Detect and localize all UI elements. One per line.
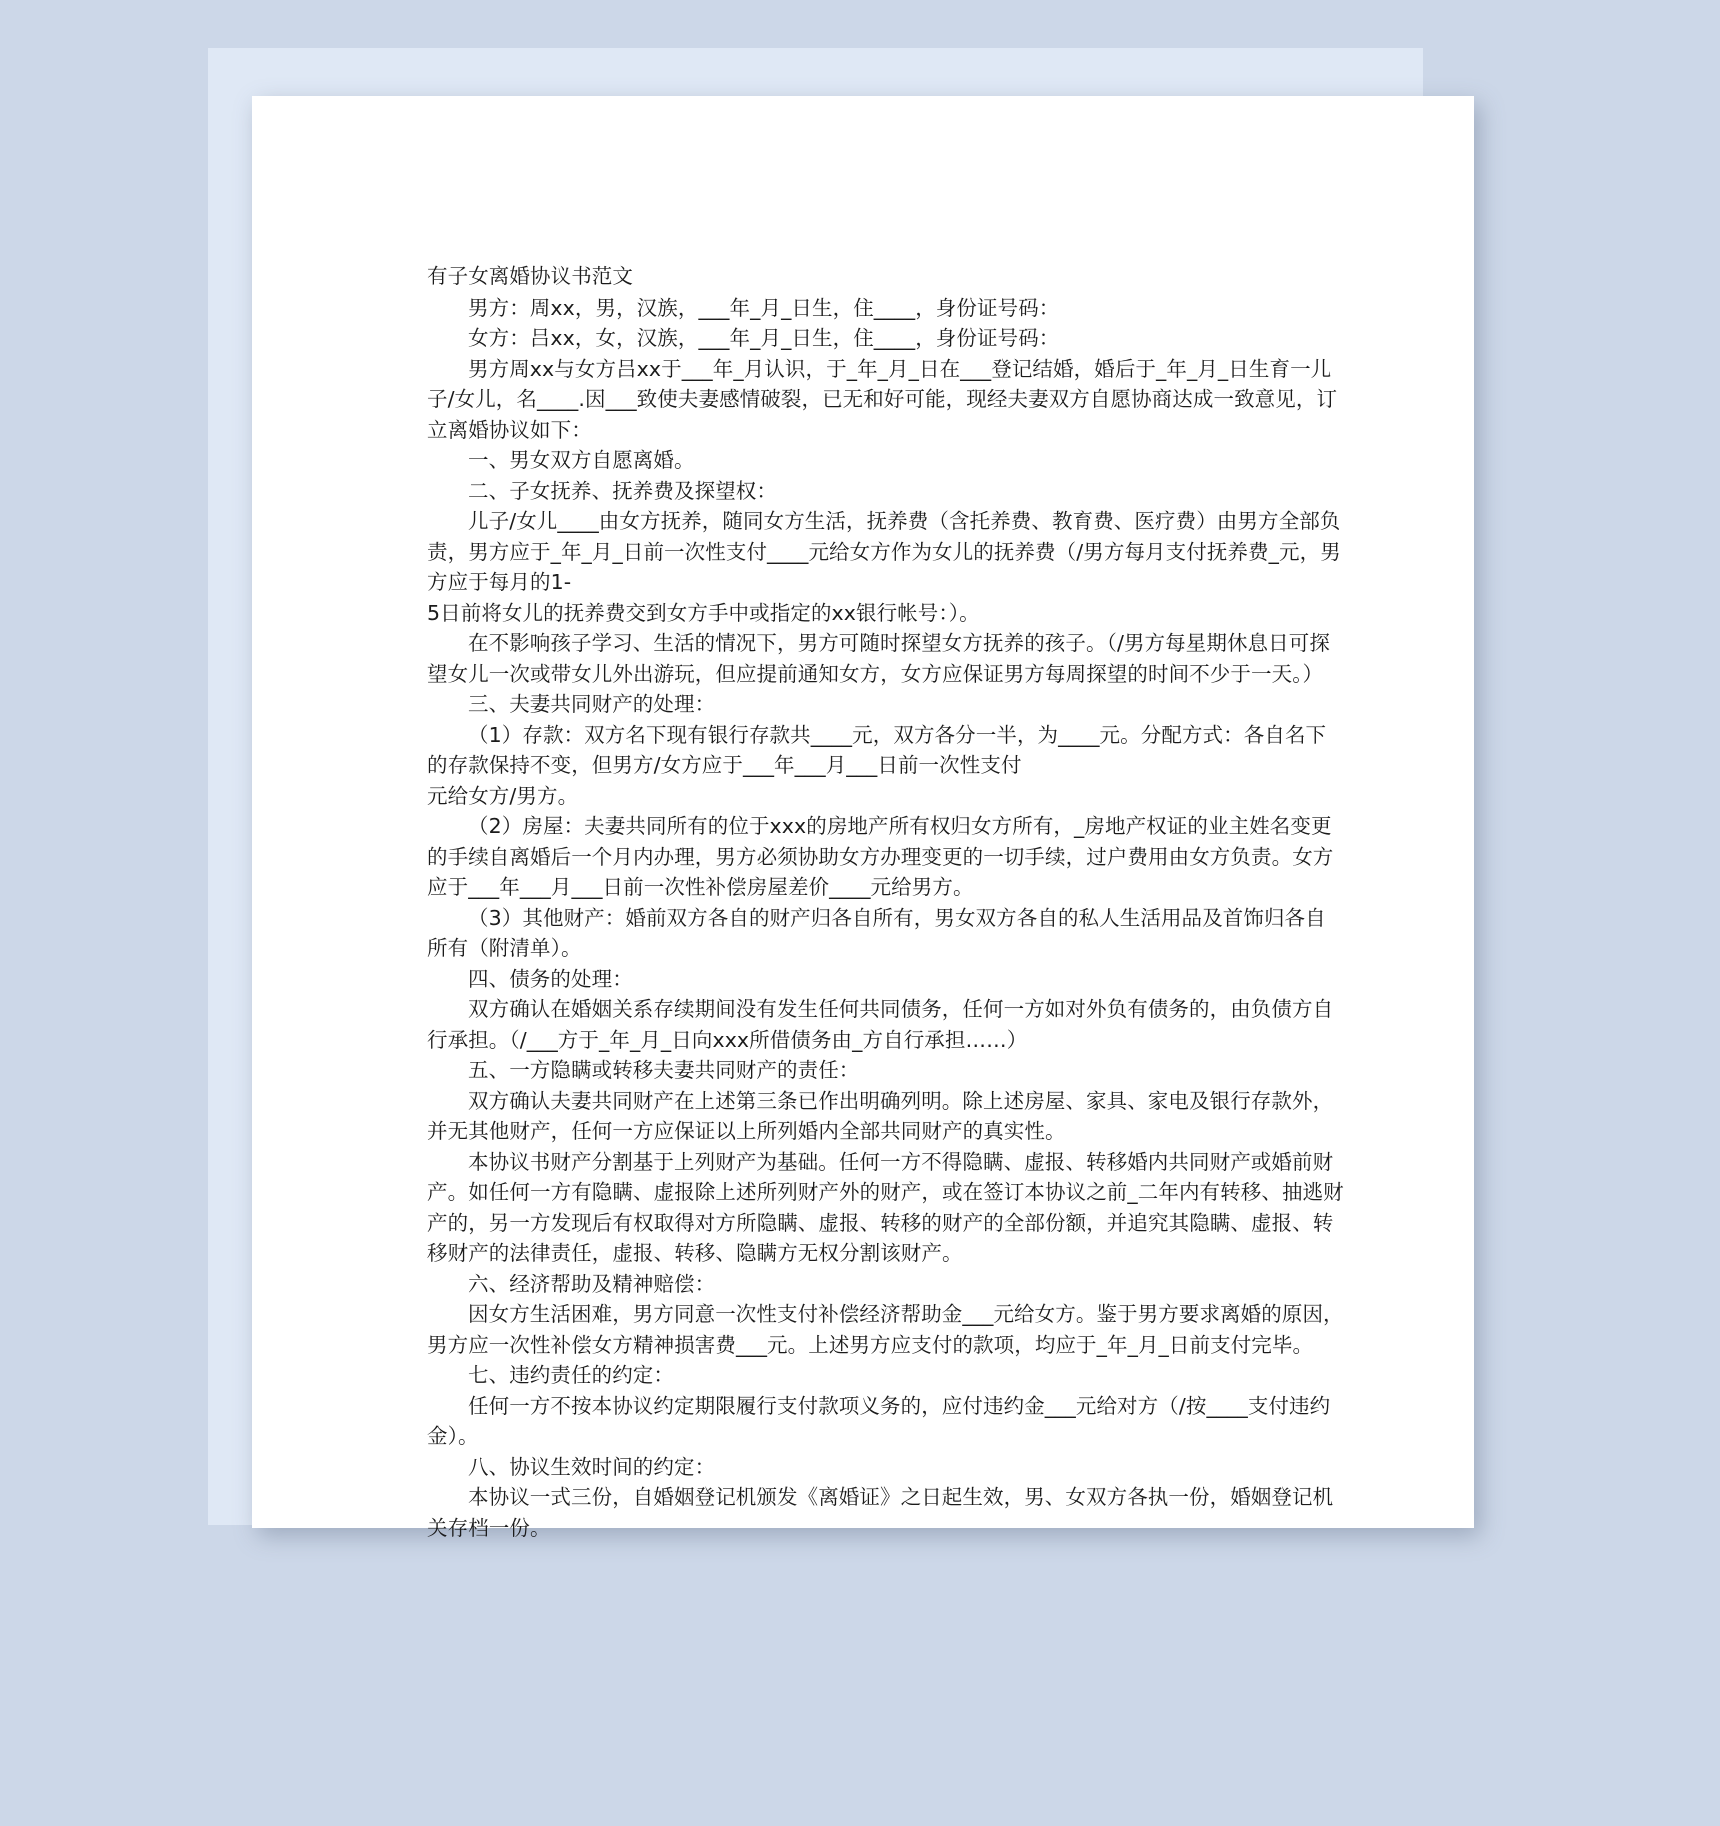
paragraph-wife-info: 女方：吕xx，女，汉族，___年_月_日生，住____，身份证号码： [468, 326, 1060, 350]
clause-1-voluntary-divorce: 一、男女双方自愿离婚。 [468, 448, 695, 472]
clause-2-visitation-rights: 在不影响孩子学习、生活的情况下，男方可随时探望女方抚养的孩子。（/男方每星期休息日可探望女儿一次或带女儿外出游玩，但应提前通知女方，女方应保证男方每周探望的时间不少于一天。） [427, 631, 1330, 686]
clause-6-compensation-terms: 因女方生活困难，男方同意一次性支付补偿经济帮助金___元给女方。鉴于男方要求离婚的原因，男方应一次性补偿女方精神损害费___元。上述男方应支付的款项，均应于_年_月_日前支付完毕。 [427, 1302, 1344, 1357]
clause-2-heading-custody: 二、子女抚养、抚养费及探望权： [468, 478, 777, 503]
clause-7-heading-breach: 七、违约责任的约定： [468, 1363, 674, 1387]
clause-3-item-1-deposits: （1）存款：双方名下现有银行存款共____元，双方各分一半，为____元。分配方式：各自名下的存款保持不变，但男方/女方应于___年___月___日前一次性支付 [427, 722, 1327, 777]
clause-3-item-3-other-property: （3）其他财产：婚前双方各自的财产归各自所有，男女双方各自的私人生活用品及首饰归各自所有（附清单）。 [427, 905, 1326, 960]
clause-2-custody-support: 儿子/女儿____由女方抚养，随同女方生活，抚养费（含托养费、教育费、医疗费）由男方全部负责，男方应于_年_月_日前一次性支付____元给女方作为女儿的抚养费（/男方每月支付抚养费_元，男方应于每月的1- [427, 509, 1341, 594]
clause-5-property-confirmation: 双方确认夫妻共同财产在上述第三条已作出明确列明。除上述房屋、家具、家电及银行存款外，并无其他财产，任何一方应保证以上所列婚内全部共同财产的真实性。 [427, 1088, 1334, 1143]
document-page [252, 96, 1474, 1540]
clause-4-debt-terms: 双方确认在婚姻关系存续期间没有发生任何共同债务，任何一方如对外负有债务的，由负债方自行承担。（/___方于_年_月_日向xxx所借债务由_方自行承担……） [427, 997, 1334, 1052]
document-body [427, 261, 1346, 1543]
clause-4-heading-debts: 四、债务的处理： [468, 966, 633, 991]
clause-3-item-2-house: （2）房屋：夫妻共同所有的位于xxx的房地产所有权归女方所有，_房地产权证的业主姓名变更的手续自离婚后一个月内办理，男方必须协助女方办理变更的一切手续，过户费用由女方负责。女方应于___年___月___日前一次性补偿房屋差价____元给男方。 [427, 814, 1334, 899]
clause-5-penalty-terms: 本协议书财产分割基于上列财产为基础。任何一方不得隐瞒、虚报、转移婚内共同财产或婚前财产。如任何一方有隐瞒、虚报除上述所列财产外的财产，或在签订本协议之前_二年内有转移、抽逃财产的，另一方发现后有权取得对方所隐瞒、虚报、转移的财产的全部份额，并追究其隐瞒、虚报、转移财产的法律责任，虚报、转移、隐瞒方无权分割该财产。 [427, 1149, 1344, 1265]
clause-3-heading-property: 三、夫妻共同财产的处理： [468, 692, 716, 716]
clause-8-heading-effective-date: 八、协议生效时间的约定： [468, 1454, 716, 1479]
paragraph-marriage-background: 男方周xx与女方吕xx于___年_月认识，于_年_月_日在___登记结婚，婚后于_年_月_日生育一儿子/女儿，名____.因___致使夫妻感情破裂，已无和好可能，现经夫妻双方自愿协商达成一致意见，订立离婚协议如下： [427, 356, 1338, 442]
paragraph-husband-info: 男方：周xx，男，汉族，___年_月_日生，住____，身份证号码： [468, 295, 1060, 320]
clause-5-heading-concealment: 五、一方隐瞒或转移夫妻共同财产的责任： [468, 1058, 860, 1082]
document-title: 有子女离婚协议书范文 [427, 264, 633, 288]
clause-7-breach-terms: 任何一方不按本协议约定期限履行支付款项义务的，应付违约金___元给对方（/按____支付违约金）。 [427, 1393, 1331, 1448]
clause-2-payment-schedule: 5日前将女儿的抚养费交到女方手中或指定的xx银行帐号：）。 [427, 600, 980, 625]
clause-3-item-1-continued: 元给女方/男方。 [427, 783, 579, 808]
clause-8-effective-terms: 本协议一式三份，自婚姻登记机颁发《离婚证》之日起生效，男、女双方各执一份，婚姻登记机关存档一份。 [427, 1485, 1334, 1540]
clause-6-heading-compensation: 六、经济帮助及精神赔偿： [468, 1271, 716, 1296]
